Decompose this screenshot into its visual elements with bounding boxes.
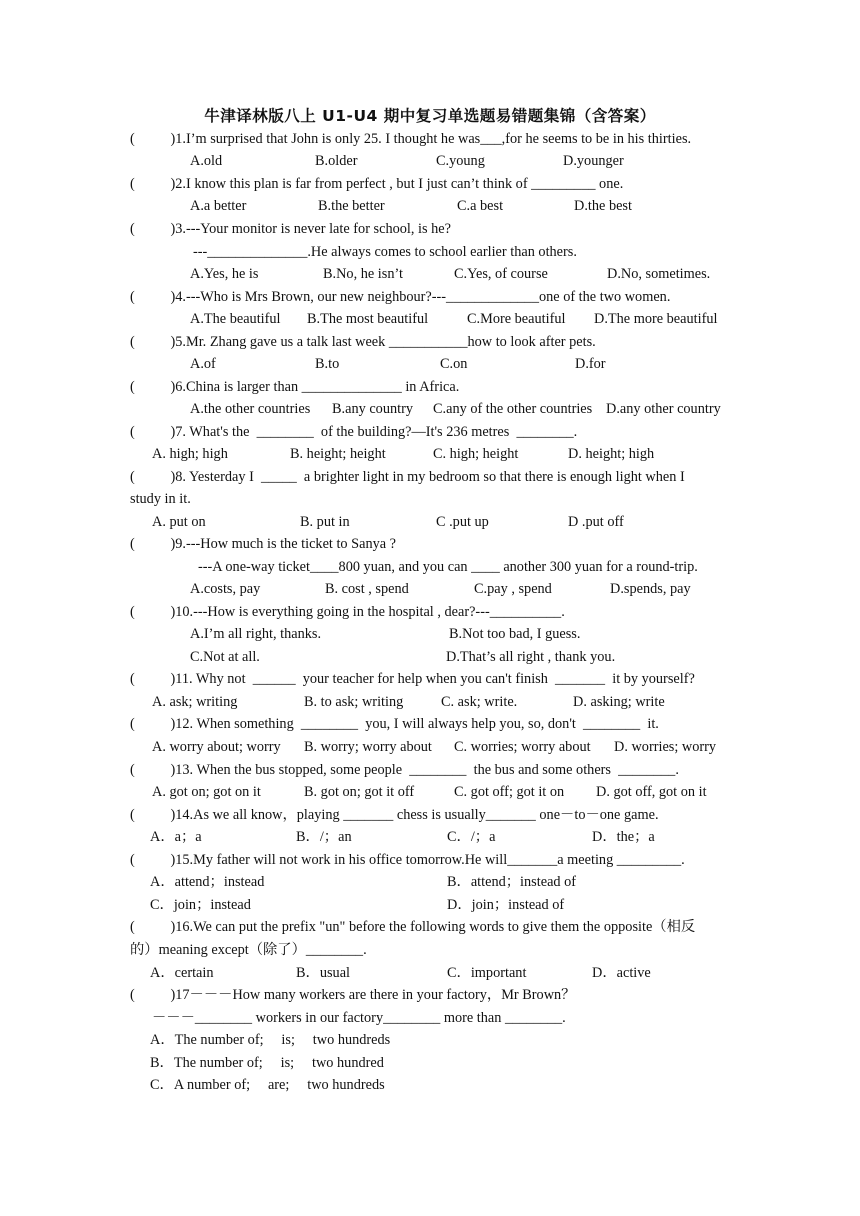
question-4-option-d: D.The more beautiful (594, 311, 718, 327)
question-14-option-c: C．/；a (447, 829, 496, 845)
question-15-option-d: D．join；instead of (447, 897, 565, 913)
question-9-option-d: D.spends, pay (610, 581, 691, 597)
question-11-option-b: B. to ask; writing (304, 694, 404, 710)
question-3-option-c: C.Yes, of course (454, 266, 548, 282)
question-7-option-c: C. high; height (433, 446, 519, 462)
question-13-option-b: B. got on; got it off (304, 784, 415, 800)
question-4-option-a: A.The beautiful (190, 311, 281, 327)
question-5-option-b: B.to (315, 356, 340, 372)
question-16-option-b: B．usual (296, 965, 351, 981)
question-13-option-d: D. got off, got on it (596, 784, 707, 800)
question-4-stem: ( )4.---Who is Mrs Brown, our new neighbour?---_____________one of the two women. (130, 289, 671, 305)
question-8-option-b: B. put in (300, 514, 350, 530)
question-15-stem: ( )15.My father will not work in his office tomorrow.He will_______a meeting _________. (130, 852, 685, 868)
question-6-stem: ( )6.China is larger than ______________ in Africa. (130, 379, 460, 395)
question-10-option-c: C.Not at all. (190, 649, 260, 665)
question-16-option-d: D．active (592, 965, 651, 981)
question-3-stem: ( )3.---Your monitor is never late for school, is he? (130, 221, 451, 237)
question-13-stem: ( )13. When the bus stopped, some people ________ the bus and some others ________. (130, 762, 679, 778)
question-9-option-b: B. cost , spend (325, 581, 409, 597)
question-3-option-b: B.No, he isn’t (323, 266, 403, 282)
question-17-option-a: A．The number of; is; two hundreds (150, 1032, 391, 1048)
question-17-option-c: C．A number of; are; two hundreds (150, 1077, 385, 1093)
question-9-stem: ( )9.---How much is the ticket to Sanya ? (130, 536, 397, 552)
question-5-option-c: C.on (440, 356, 468, 372)
question-4-option-c: C.More beautiful (467, 311, 566, 327)
question-5-option-a: A.of (190, 356, 216, 372)
question-16-stem: ( )16.We can put the prefix "un" before the following words to give them the opposite（相反 (130, 919, 696, 935)
question-6-option-b: B.any country (332, 401, 413, 417)
question-6-option-c: C.any of the other countries (433, 401, 593, 417)
question-11-option-d: D. asking; write (573, 694, 665, 710)
question-10-option-a: A.I’m all right, thanks. (190, 626, 322, 642)
question-1-option-b: B.older (315, 153, 358, 169)
question-14-stem: ( )14.As we all know，playing _______ chess is usually_______ one－to－one game. (130, 807, 659, 823)
question-3-option-d: D.No, sometimes. (607, 266, 711, 282)
question-10-stem: ( )10.---How is everything going in the hospital , dear?---__________. (130, 604, 565, 620)
question-2-option-d: D.the best (574, 198, 632, 214)
question-15-option-b: B．attend；instead of (447, 874, 577, 890)
question-13-option-a: A. got on; got on it (152, 784, 261, 800)
question-12-option-c: C. worries; worry about (454, 739, 591, 755)
question-10-option-d: D.That’s all right , thank you. (446, 649, 616, 665)
question-14-option-d: D．the；a (592, 829, 655, 845)
question-8-option-c: C .put up (436, 514, 489, 530)
question-12-stem: ( )12. When something ________ you, I will always help you, so, don't ________ it. (130, 716, 659, 732)
question-8-stem-2: study in it. (130, 491, 191, 507)
question-11-stem: ( )11. Why not ______ your teacher for help when you can't finish _______ it by yourself? (130, 671, 695, 687)
question-12-option-a: A. worry about; worry (152, 739, 281, 755)
question-15-option-c: C．join；instead (150, 897, 251, 913)
question-1-option-c: C.young (436, 153, 485, 169)
question-7-option-b: B. height; height (290, 446, 386, 462)
question-17-stem: ( )17－－－How many workers are there in your factory，Mr Brown？ (130, 987, 576, 1003)
question-9-option-c: C.pay , spend (474, 581, 552, 597)
question-8-option-a: A. put on (152, 514, 206, 530)
question-2-option-a: A.a better (190, 198, 247, 214)
question-1-option-a: A.old (190, 153, 223, 169)
question-6-option-a: A.the other countries (190, 401, 311, 417)
question-11-option-a: A. ask; writing (152, 694, 238, 710)
question-6-option-d: D.any other country (606, 401, 721, 417)
question-4-option-b: B.The most beautiful (307, 311, 429, 327)
question-16-stem-2: 的）meaning except（除了）________. (130, 942, 367, 958)
page-title: 牛津译林版八上 U1-U4 期中复习单选题易错题集锦（含答案） (204, 107, 656, 125)
question-7-stem: ( )7. What's the ________ of the building?—It's 236 metres ________. (130, 424, 578, 440)
question-14-option-a: A．a；a (150, 829, 202, 845)
question-10-option-b: B.Not too bad, I guess. (449, 626, 581, 642)
question-5-option-d: D.for (575, 356, 606, 372)
question-12-option-b: B. worry; worry about (304, 739, 432, 755)
question-8-stem: ( )8. Yesterday I _____ a brighter light in my bedroom so that there is enough light when I (130, 469, 685, 485)
question-9-option-a: A.costs, pay (190, 581, 261, 597)
question-8-option-d: D .put off (568, 514, 624, 530)
question-9-stem-2: ---A one-way ticket____800 yuan, and you can ____ another 300 yuan for a round-trip. (198, 559, 698, 575)
question-7-option-a: A. high; high (152, 446, 228, 462)
question-16-option-a: A．certain (150, 965, 214, 981)
question-5-stem: ( )5.Mr. Zhang gave us a talk last week ___________how to look after pets. (130, 334, 596, 350)
question-1-stem: ( )1.I’m surprised that John is only 25. I thought he was___,for he seems to be in his thirties. (130, 131, 692, 147)
question-15-option-a: A．attend；instead (150, 874, 265, 890)
question-14-option-b: B．/；an (296, 829, 352, 845)
question-16-option-c: C．important (447, 965, 527, 981)
question-2-stem: ( )2.I know this plan is far from perfect , but I just can’t think of _________ one. (130, 176, 624, 192)
question-2-option-b: B.the better (318, 198, 385, 214)
question-17-option-b: B．The number of; is; two hundred (150, 1055, 384, 1071)
question-3-stem-2: ---______________.He always comes to school earlier than others. (193, 244, 577, 260)
question-13-option-c: C. got off; got it on (454, 784, 565, 800)
question-11-option-c: C. ask; write. (441, 694, 518, 710)
question-3-option-a: A.Yes, he is (190, 266, 259, 282)
question-17-stem-2: －－－________ workers in our factory________ more than ________. (152, 1010, 566, 1026)
question-1-option-d: D.younger (563, 153, 624, 169)
question-2-option-c: C.a best (457, 198, 504, 214)
question-12-option-d: D. worries; worry (614, 739, 717, 755)
question-7-option-d: D. height; high (568, 446, 655, 462)
